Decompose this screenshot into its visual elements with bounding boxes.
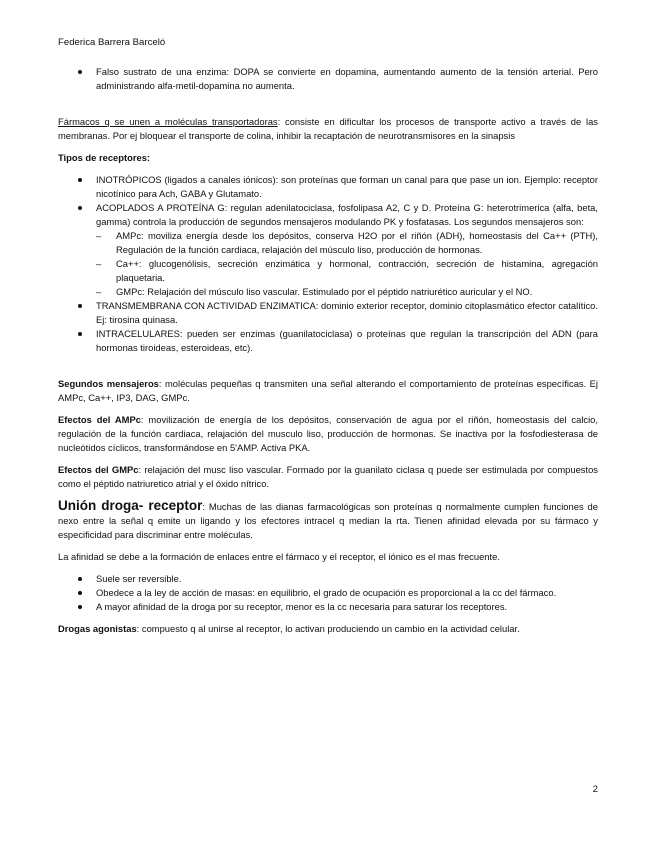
- paragraph-text: : compuesto q al unirse al receptor, lo activan produciendo un cambio en la actividad celular.: [136, 623, 520, 634]
- paragraph-segundos-mensajeros: [58, 377, 598, 405]
- page-content: [58, 65, 598, 644]
- paragraph-text: : Muchas de las dianas farmacológicas son proteínas q normalmente cumplen funciones de nexo entre la señal q emite un ligando y los efectores intracel q median la rta. Tienen afinidad elevada por su fármaco y especificidad para discriminar entre moléculas.: [58, 501, 598, 540]
- term-heading: Efectos del AMPc: [58, 414, 141, 425]
- list-item: TRANSMEMBRANA CON ACTIVIDAD ENZIMATICA: dominio exterior receptor, dominio citoplasmático efector catalítico. Ej: tirosina quinasa.: [58, 299, 598, 327]
- paragraph-text: : relajación del musc liso vascular. Formado por la guanilato ciclasa q puede ser estimulada por compuestos como el péptido natriuretico atrial y el óxido nítrico.: [58, 464, 598, 489]
- section-heading-receptores: Tipos de receptores:: [58, 152, 151, 163]
- list-item: A mayor afinidad de la droga por su receptor, menor es la cc necesaria para saturar los receptores.: [58, 600, 598, 614]
- paragraph-text: : consiste en dificultar los procesos de transporte activo a través de las membranas. Por ej bloquear el transporte de colina, inhibir la recaptación de neurotransmisores en la sinapsis: [58, 116, 598, 141]
- paragraph-text: : movilización de energía de los depósitos, conservación de agua por el riñón, homeostasis del calcio, regulación de la función cardiaca, relajación del musculo liso, producción de hormonas. Se inactiva por la fosfodiesterasa de nucleótidos cíclicos, transformándose en 5'AMP. Activa PKA.: [58, 414, 599, 453]
- receptor-types-list: [58, 173, 598, 355]
- paragraph-afinidad: La afinidad se debe a la formación de enlaces entre el fármaco y el receptor, el iónico es el mas frecuente.: [58, 551, 500, 562]
- afinidad-list: [58, 572, 598, 614]
- paragraph-transportadoras: [58, 115, 598, 143]
- term-heading: Fármacos q se unen a moléculas transportadoras: [58, 116, 278, 127]
- sublist-item: – Ca++: glucogenólisis, secreción enzimática y hormonal, contracción, secreción de histamina, agregación plaquetaria.: [96, 257, 598, 285]
- list-item: INTRACELULARES: pueden ser enzimas (guanilatociclasa) o proteínas que regulan la transcripción del ADN (para hormonas tiroideas, esteroideas, etc).: [58, 327, 598, 355]
- term-heading: Efectos del GMPc: [58, 464, 139, 475]
- sublist-item: – AMPc: moviliza energía desde los depósitos, conserva H2O por el riñón (ADH), homeostasis del Ca++ (PTH), Regulación de la función cardiaca, relajación del músculo liso, producción de hormonas.: [96, 229, 598, 257]
- term-heading: Unión droga- receptor: [58, 498, 203, 513]
- sublist-item: – GMPc: Relajación del músculo liso vascular. Estimulado por el péptido natriurético auricular y el NO.: [96, 285, 598, 299]
- list-item-text: ACOPLADOS A PROTEÍNA G: regulan adenilatociclasa, fosfolipasa A2, C y D. Proteína G: heterotrimerica (alfa, beta, gamma) controla la producción de segundos mensajeros modulando PK y fosfatasas. Los segundos mensajeros son:: [96, 202, 598, 227]
- paragraph-ampc: [58, 413, 598, 455]
- list-item: INOTRÓPICOS (ligados a canales iónicos): son proteínas que forman un canal para que pase un ion. Ejemplo: receptor nicotínico para Ach, GABA y Glutamato.: [58, 173, 598, 201]
- paragraph-gmpc: [58, 463, 598, 491]
- term-heading: Segundos mensajeros: [58, 378, 159, 389]
- paragraph-text: : moléculas pequeñas q transmiten una señal alterando el comportamiento de proteínas específicas. Ej AMPc, Ca++, IP3, DAG, GMPc.: [58, 378, 599, 403]
- paragraph-union: [58, 499, 598, 542]
- term-heading: Drogas agonistas: [58, 623, 137, 634]
- header-author: Federica Barrera Barceló: [58, 37, 166, 48]
- bullet-list-1: [58, 65, 598, 93]
- list-item: Suele ser reversible.: [58, 572, 598, 586]
- list-item: [58, 201, 598, 299]
- list-item: Falso sustrato de una enzima: DOPA se convierte en dopamina, aumentando aumento de la tensión arterial. Pero administrando alfa-metil-dopamina no aumenta.: [58, 65, 598, 93]
- list-item: Obedece a la ley de acción de masas: en equilibrio, el grado de ocupación es proporcional a la cc del fármaco.: [58, 586, 598, 600]
- page-number: 2: [592, 784, 598, 795]
- second-messengers-sublist: [96, 229, 598, 299]
- paragraph-agonistas: [58, 622, 598, 636]
